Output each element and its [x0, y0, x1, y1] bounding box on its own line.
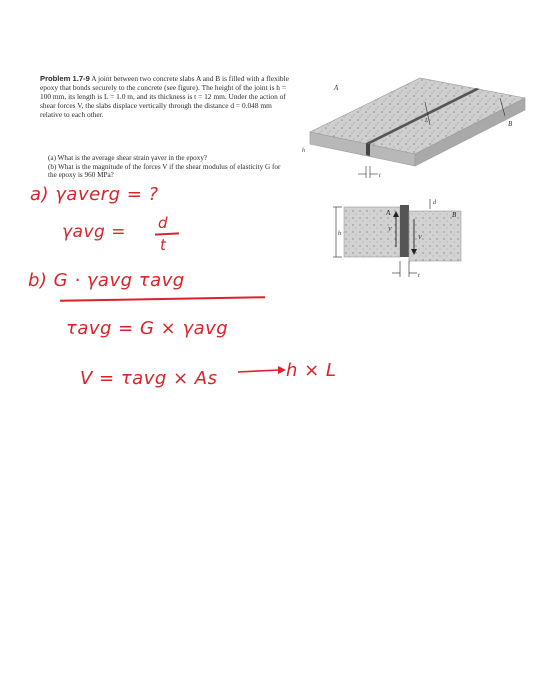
- label-l: L: [425, 118, 429, 124]
- label-v-left: V: [388, 227, 392, 233]
- label-a: A: [334, 84, 339, 92]
- label-b: B: [508, 120, 513, 128]
- label-t: t: [379, 173, 381, 179]
- handwritten-underline: [60, 296, 265, 302]
- handwritten-part-b-header: b) G · γavg τavg: [28, 270, 185, 291]
- label-h-side: h: [338, 231, 341, 237]
- problem-text: A joint between two concrete slabs A and B is filled with a flexible epoxy that bonds securely to the concrete (see figure). The height of the joint is h = 100 mm, its length is L = 1.0 m, and its thickness is t = 12 mm. Under the action of shear forces V, the slabs displace vertically through the distance d = 0.048 mm relative to each other.: [40, 74, 289, 120]
- handwritten-shear-stress-formula: τavg = G × γavg: [66, 318, 229, 339]
- handwritten-part-a-question: a) γaverg = ?: [30, 184, 159, 205]
- handwritten-arrow-icon: [236, 360, 286, 380]
- handwritten-area-note: h × L: [286, 360, 337, 381]
- label-b-side: B: [452, 211, 457, 219]
- problem-questions: [48, 154, 288, 180]
- problem-number: Problem 1.7-9: [40, 74, 90, 83]
- label-d: d: [433, 200, 436, 206]
- question-a: (a) What is the average shear strain γaver in the epoxy?: [48, 154, 208, 162]
- handwritten-part-a-formula: γavg =: [62, 222, 126, 242]
- handwritten-fraction-bar: [155, 232, 179, 235]
- label-v-right: V: [418, 235, 422, 241]
- label-a-side: A: [386, 209, 391, 217]
- handwritten-fraction-numerator: d: [158, 214, 169, 232]
- handwritten-fraction-denominator: t: [160, 236, 167, 254]
- question-b: (b) What is the magnitude of the forces V if the shear modulus of elasticity G for the epoxy is 960 MPa?: [48, 162, 281, 180]
- slab-section-figure: [330, 195, 470, 285]
- label-h: h: [302, 148, 305, 154]
- slab-isometric-figure: [300, 70, 530, 182]
- handwritten-force-formula: V = τavg × As: [80, 368, 218, 389]
- label-t-side: t: [418, 273, 420, 279]
- problem-statement: [40, 74, 290, 119]
